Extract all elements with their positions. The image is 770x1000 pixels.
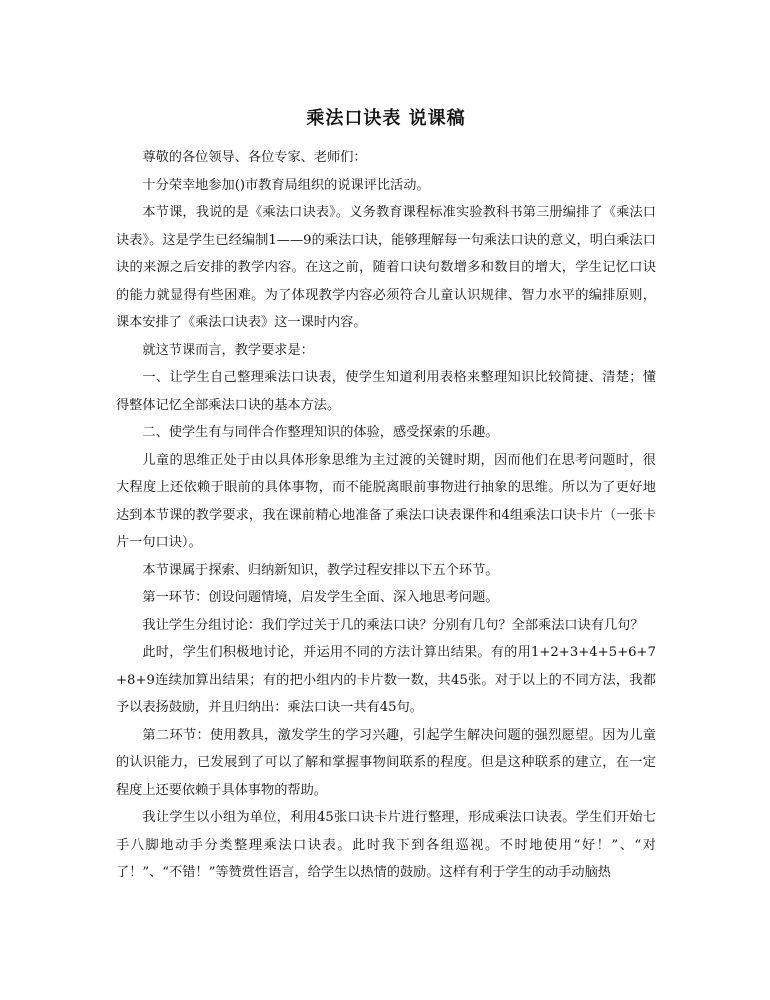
paragraph-lesson-overview: 本节课，我说的是《乘法口诀表》。义务教育课程标准实验教科书第三册编排了《乘法口诀表》。这是学生已经编制1——9的乘法口诀，能够理解每一句乘法口诀的意义，明白乘法口诀的来源之后安排的教学内容。在这之前，随着口诀句数增多和数目的增大，学生记忆口诀的能力就显得有些困难。为了体现教学内容必须符合儿童认识规律、智力水平的编排原则，课本安排了《乘法口诀表》这一课时内容。: [116, 205, 656, 330]
paragraph-discussion-result: 此时，学生们积极地讨论，并运用不同的方法计算出结果。有的用1+2+3+4+5+6+7+8+9连续加算出结果；有的把小组内的卡片数一数，共45张。对于以上的不同方法，我都予以表扬鼓励，并且归纳出：乘法口诀一共有45句。: [116, 645, 656, 715]
paragraph-step-1: 第一环节：创设问题情境，启发学生全面、深入地思考问题。: [142, 590, 499, 605]
paragraph-student-thinking: 儿童的思维正处于由以具体形象思维为主过渡的关键时期，因而他们在思考问题时，很大程度上还依赖于眼前的具体事物，而不能脱离眼前事物进行抽象的思维。所以为了更好地达到本节课的教学要求，我在课前精心地准备了乘法口诀表课件和4组乘法口诀卡片（一张卡片一句口诀）。: [116, 452, 656, 550]
paragraph-intro: 十分荣幸地参加()市教育局组织的说课评比活动。: [142, 177, 430, 193]
document-page: [116, 106, 656, 887]
paragraph-requirement-2: 二、使学生有与同伴合作整理知识的体验，感受探索的乐趣。: [142, 425, 499, 440]
paragraph-requirement-1: 一、让学生自己整理乘法口诀表，使学生知道利用表格来整理知识比较简捷、清楚；懂得整体记忆全部乘法口诀的基本方法。: [116, 370, 656, 413]
paragraph-requirements-intro: 就这节课而言，教学要求是：: [142, 342, 314, 358]
paragraph-greeting: 尊敬的各位领导、各位专家、老师们：: [142, 150, 367, 165]
paragraph-card-sorting: 我让学生以小组为单位，利用45张口诀卡片进行整理，形成乘法口诀表。学生们开始七手八脚地动手分类整理乘法口诀表。此时我下到各组巡视。不时地使用“好！”、“对了！”、“不错！”等赞赏性语言，给学生以热情的鼓励。这样有利于学生的动手动脑热: [116, 810, 656, 880]
paragraph-step-2: 第二环节：使用教具，激发学生的学习兴趣，引起学生解决问题的强烈愿望。因为儿童的认识能力，已发展到了可以了解和掌握事物间联系的程度。但是这种联系的建立，在一定程度上还要依赖于具体事物的帮助。: [116, 727, 656, 798]
paragraph-process-overview: 本节课属于探索、归纳新知识，教学过程安排以下五个环节。: [142, 562, 499, 578]
paragraph-group-discussion: 我让学生分组讨论：我们学过关于几的乘法口诀？分别有几句？全部乘法口诀有几句？: [142, 617, 644, 633]
document-title: 乘法口诀表 说课稿: [306, 108, 466, 129]
